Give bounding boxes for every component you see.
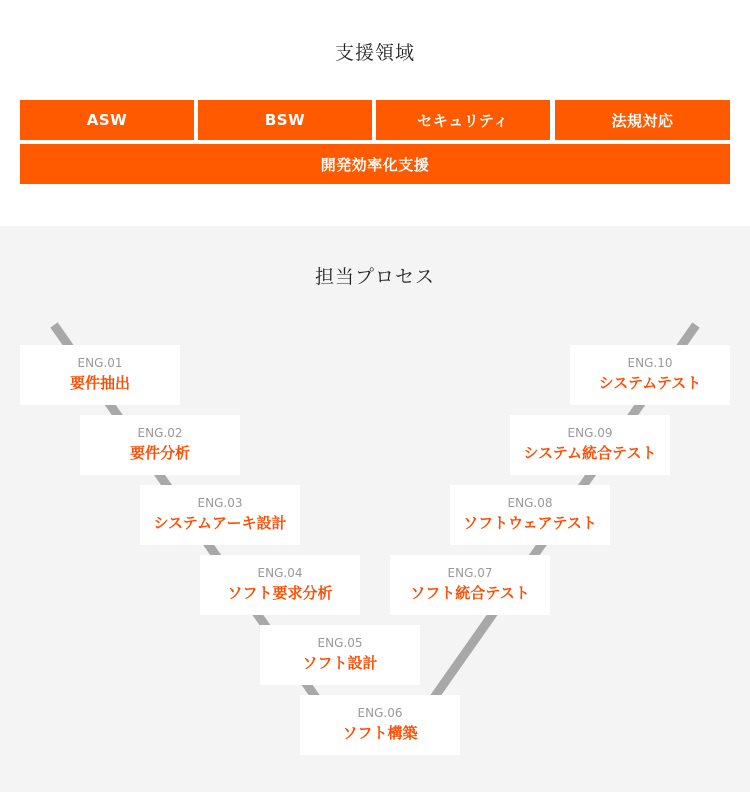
process-step-eng10 — [570, 345, 730, 405]
step-code: ENG.10 — [627, 356, 673, 370]
support-section — [0, 0, 750, 226]
process-step-eng02 — [80, 415, 240, 475]
process-step-eng04 — [200, 555, 360, 615]
process-step-eng08 — [450, 485, 610, 545]
step-code: ENG.09 — [567, 426, 613, 440]
process-step-eng06 — [300, 695, 460, 755]
step-name: システム統合テスト — [523, 444, 657, 462]
process-section — [0, 226, 750, 792]
process-title: 担当プロセス — [314, 266, 435, 288]
step-code: ENG.02 — [137, 426, 183, 440]
step-code: ENG.03 — [197, 496, 243, 510]
step-name: システムテスト — [598, 374, 702, 392]
process-step-eng01 — [20, 345, 180, 405]
step-name: ソフトウェアテスト — [463, 514, 597, 532]
process-step-eng03 — [140, 485, 300, 545]
process-step-eng05 — [260, 625, 420, 685]
step-name: ソフト構築 — [342, 724, 418, 742]
step-code: ENG.04 — [257, 566, 303, 580]
step-name: 要件分析 — [129, 444, 190, 462]
step-code: ENG.01 — [77, 356, 123, 370]
step-name: システムアーキ設計 — [153, 514, 287, 532]
footer-strip — [0, 792, 750, 800]
step-code: ENG.06 — [357, 706, 403, 720]
step-code: ENG.07 — [447, 566, 493, 580]
step-name: ソフト要求分析 — [227, 584, 333, 602]
support-tag-dev-efficiency: 開発効率化支援 — [20, 144, 730, 184]
process-step-eng07 — [390, 555, 550, 615]
step-name: ソフト統合テスト — [410, 584, 530, 602]
step-name: 要件抽出 — [69, 374, 130, 392]
support-title: 支援領域 — [334, 42, 415, 64]
step-code: ENG.05 — [317, 636, 363, 650]
step-code: ENG.08 — [507, 496, 553, 510]
support-tag-bsw: BSW — [198, 100, 372, 140]
process-step-eng09 — [510, 415, 670, 475]
step-name: ソフト設計 — [302, 654, 378, 672]
support-tag-regulatory: 法規対応 — [555, 100, 730, 140]
support-tag-asw: ASW — [20, 100, 194, 140]
support-tag-security: セキュリティ — [376, 100, 550, 140]
